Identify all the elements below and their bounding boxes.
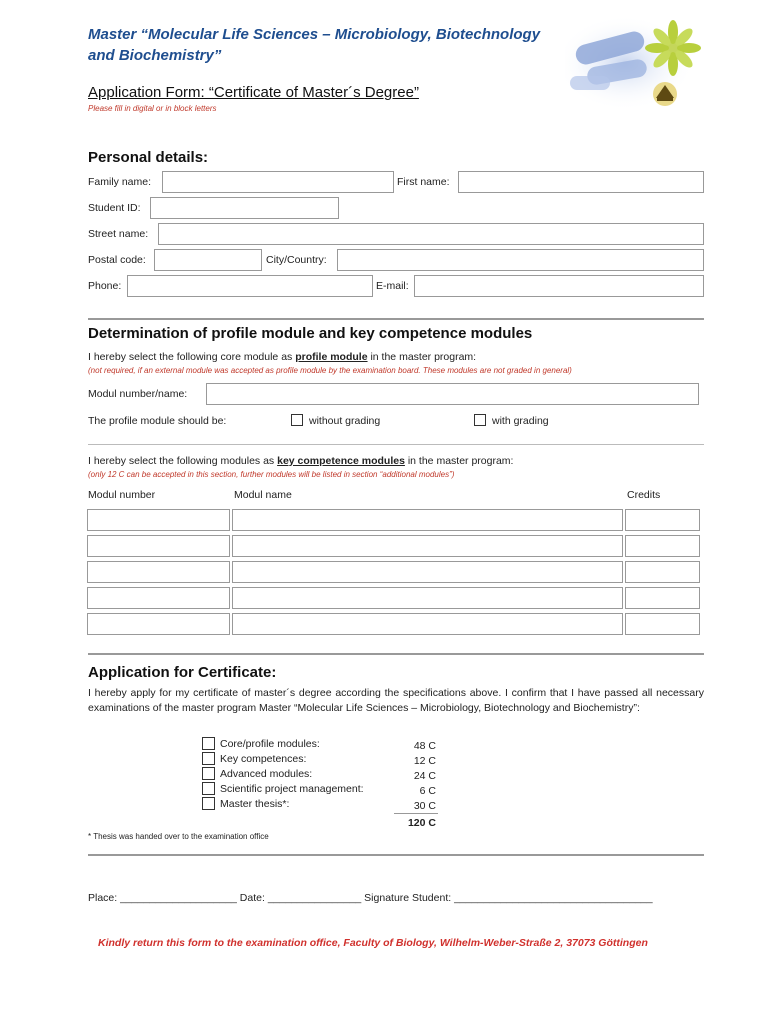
family-name-field[interactable] bbox=[162, 171, 394, 193]
modul-number-name-field[interactable] bbox=[206, 383, 699, 405]
student-id-field[interactable] bbox=[150, 197, 339, 219]
key-module-credits-field[interactable] bbox=[625, 613, 700, 635]
street-name-label: Street name: bbox=[88, 228, 149, 240]
master-thesis-label: Master thesis*: bbox=[220, 798, 290, 810]
postal-code-field[interactable] bbox=[154, 249, 262, 271]
key-competences-checkbox[interactable] bbox=[202, 752, 215, 765]
col-modul-number: Modul number bbox=[88, 489, 156, 501]
key-module-credits-field[interactable] bbox=[625, 561, 700, 583]
personal-details-heading: Personal details: bbox=[88, 149, 209, 166]
email-label: E-mail: bbox=[376, 280, 409, 292]
core-profile-checkbox[interactable] bbox=[202, 737, 215, 750]
modul-number-name-label: Modul number/name: bbox=[88, 388, 188, 400]
sum-line bbox=[394, 813, 438, 814]
key-module-name-field[interactable] bbox=[232, 613, 623, 635]
section-divider bbox=[88, 653, 704, 655]
street-name-field[interactable] bbox=[158, 223, 704, 245]
master-thesis-credits: 30 C bbox=[413, 800, 436, 812]
signature-line[interactable]: Place: ____________________ Date: ________________ Signature Student: __________________________________ bbox=[88, 892, 653, 904]
certificate-paragraph: I hereby apply for my certificate of master´s degree according the specifications above. I confirm that I have passed all necessary examinations of the master program Master “Molecular Life Sciences – Microbiology, Biotechnology and Biochemistry”: bbox=[88, 687, 704, 714]
core-profile-credits: 48 C bbox=[413, 740, 436, 752]
key-module-name-field[interactable] bbox=[232, 509, 623, 531]
fill-instruction: Please fill in digital or in block letters bbox=[88, 104, 217, 113]
postal-code-label: Postal code: bbox=[88, 254, 146, 266]
project-management-checkbox[interactable] bbox=[202, 782, 215, 795]
bacteria-logo-image bbox=[565, 18, 705, 110]
master-thesis-checkbox[interactable] bbox=[202, 797, 215, 810]
key-module-name-field[interactable] bbox=[232, 561, 623, 583]
profile-module-note: (not required, if an external module was accepted as profile module by the examination board. These modules are not graded in general) bbox=[88, 366, 572, 375]
key-competence-statement: I hereby select the following modules as key competence modules in the master program: bbox=[88, 455, 514, 467]
with-grading-label: with grading bbox=[492, 415, 549, 427]
family-name-label: Family name: bbox=[88, 176, 152, 188]
core-module-statement: I hereby select the following core module as profile module in the master program: bbox=[88, 351, 477, 363]
project-management-label: Scientific project management: bbox=[220, 783, 364, 795]
phone-label: Phone: bbox=[88, 280, 122, 292]
key-module-number-field[interactable] bbox=[87, 535, 230, 557]
city-country-field[interactable] bbox=[337, 249, 704, 271]
email-field[interactable] bbox=[414, 275, 704, 297]
first-name-field[interactable] bbox=[458, 171, 704, 193]
key-competences-credits: 12 C bbox=[413, 755, 436, 767]
key-competence-note: (only 12 C can be accepted in this section, further modules will be listed in section “additional modules”) bbox=[88, 470, 455, 479]
first-name-label: First name: bbox=[397, 176, 450, 188]
with-grading-checkbox[interactable] bbox=[474, 414, 486, 426]
total-credits: 120 C bbox=[407, 817, 436, 829]
col-credits: Credits bbox=[627, 489, 661, 501]
key-module-credits-field[interactable] bbox=[625, 535, 700, 557]
key-module-number-field[interactable] bbox=[87, 561, 230, 583]
without-grading-label: without grading bbox=[309, 415, 381, 427]
advanced-modules-checkbox[interactable] bbox=[202, 767, 215, 780]
core-profile-label: Core/profile modules: bbox=[220, 738, 320, 750]
profile-module-heading: Determination of profile module and key competence modules bbox=[88, 325, 533, 342]
project-management-credits: 6 C bbox=[419, 785, 436, 797]
key-module-credits-field[interactable] bbox=[625, 587, 700, 609]
program-title: Master “Molecular Life Sciences – Microbiology, Biotechnology and Biochemistry” bbox=[88, 26, 541, 64]
form-title: Application Form: “Certificate of Master´s Degree” bbox=[88, 84, 419, 101]
phone-field[interactable] bbox=[127, 275, 373, 297]
key-module-name-field[interactable] bbox=[232, 587, 623, 609]
grading-label: The profile module should be: bbox=[88, 415, 227, 427]
city-country-label: City/Country: bbox=[266, 254, 327, 266]
section-divider bbox=[88, 318, 704, 320]
return-instruction: Kindly return this form to the examination office, Faculty of Biology, Wilhelm-Weber-Straße 2, 37073 Göttingen bbox=[98, 937, 648, 949]
key-module-credits-field[interactable] bbox=[625, 509, 700, 531]
application-certificate-heading: Application for Certificate: bbox=[88, 664, 277, 681]
advanced-modules-label: Advanced modules: bbox=[220, 768, 313, 780]
key-competences-label: Key competences: bbox=[220, 753, 307, 765]
advanced-modules-credits: 24 C bbox=[413, 770, 436, 782]
key-module-number-field[interactable] bbox=[87, 613, 230, 635]
without-grading-checkbox[interactable] bbox=[291, 414, 303, 426]
key-module-number-field[interactable] bbox=[87, 509, 230, 531]
key-module-name-field[interactable] bbox=[232, 535, 623, 557]
thesis-footnote: * Thesis was handed over to the examination office bbox=[88, 832, 269, 841]
col-modul-name: Modul name bbox=[234, 489, 292, 501]
key-module-number-field[interactable] bbox=[87, 587, 230, 609]
student-id-label: Student ID: bbox=[88, 202, 141, 214]
section-divider bbox=[88, 854, 704, 856]
section-divider bbox=[88, 444, 704, 445]
